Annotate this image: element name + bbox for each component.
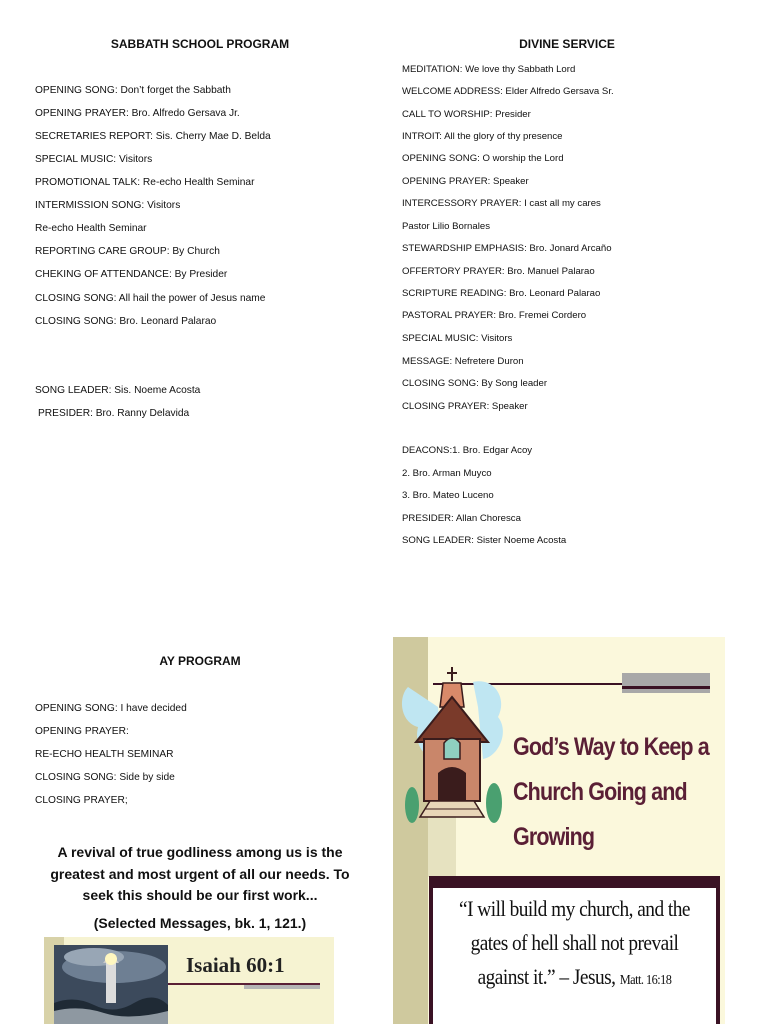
divine-officer: PRESIDER: Allan Choresca [402, 513, 521, 524]
divine-item: CLOSING PRAYER: Speaker [402, 401, 528, 412]
cover-quote-line: gates of hell shall not prevail [470, 930, 679, 955]
sabbath-item: INTERMISSION SONG: Visitors [35, 200, 181, 211]
cover-title-line: God’s Way to Keep a [513, 733, 709, 761]
isaiah-title: Isaiah 60:1 [186, 953, 285, 977]
sabbath-item: PROMOTIONAL TALK: Re-echo Health Seminar [35, 177, 255, 188]
sabbath-school-title: SABBATH SCHOOL PROGRAM [110, 37, 290, 51]
divine-item: STEWARDSHIP EMPHASIS: Bro. Jonard Arcaño [402, 243, 612, 254]
cover-panel [393, 637, 725, 1024]
divine-officer: 3. Bro. Mateo Luceno [402, 490, 494, 501]
lighthouse-icon [54, 945, 168, 1024]
divine-item: OPENING SONG: O worship the Lord [402, 153, 564, 164]
cover-title-line: Growing [513, 823, 595, 851]
divine-item: Pastor Lilio Bornales [402, 221, 490, 232]
divine-officer: DEACONS:1. Bro. Edgar Acoy [402, 445, 533, 456]
divine-item: INTERCESSORY PRAYER: I cast all my cares [402, 198, 601, 209]
cover-quote-box [429, 876, 720, 1024]
cover-quote-line: “I will build my church, and the [459, 896, 690, 921]
ay-program-title: AY PROGRAM [159, 654, 241, 668]
divine-item: CLOSING SONG: By Song leader [402, 378, 548, 389]
isaiah-card [44, 937, 334, 1024]
sabbath-item: CHEKING OF ATTENDANCE: By Presider [35, 269, 228, 280]
cover-quote-line-last [450, 964, 699, 990]
revival-quote-line: seek this should be our first work... [82, 887, 318, 903]
sabbath-presider: PRESIDER: Bro. Ranny Delavida [38, 408, 190, 419]
sabbath-item: OPENING SONG: Don’t forget the Sabbath [35, 85, 231, 96]
sabbath-item: SECRETARIES REPORT: Sis. Cherry Mae D. Belda [35, 131, 271, 142]
divine-item: OFFERTORY PRAYER: Bro. Manuel Palarao [402, 266, 595, 277]
sabbath-item: OPENING PRAYER: Bro. Alfredo Gersava Jr. [35, 108, 240, 119]
ay-item: CLOSING PRAYER; [35, 795, 128, 806]
divine-item: INTROIT: All the glory of thy presence [402, 131, 563, 142]
divine-item: MESSAGE: Nefretere Duron [402, 356, 524, 367]
ay-item: CLOSING SONG: Side by side [35, 772, 175, 783]
ay-item: OPENING SONG: I have decided [35, 703, 187, 714]
cover-quote-reference: Matt. 16:18 [619, 973, 672, 988]
sabbath-item: REPORTING CARE GROUP: By Church [35, 246, 220, 257]
divine-item: PASTORAL PRAYER: Bro. Fremei Cordero [402, 310, 587, 321]
divine-officer: 2. Bro. Arman Muyco [402, 468, 492, 479]
cover-title-line: Church Going and [513, 778, 687, 806]
divine-item: SPECIAL MUSIC: Visitors [402, 333, 513, 344]
cover-gray-bar [622, 673, 710, 693]
revival-quote-line: A revival of true godliness among us is the [57, 844, 343, 860]
divine-item: OPENING PRAYER: Speaker [402, 176, 529, 187]
revival-quote-line: greatest and most urgent of all our needs. To [50, 865, 350, 882]
divine-officer: SONG LEADER: Sister Noeme Acosta [402, 535, 567, 546]
divine-item: MEDITATION: We love thy Sabbath Lord [402, 64, 576, 75]
revival-citation: (Selected Messages, bk. 1, 121.) [93, 915, 307, 931]
sabbath-item: SPECIAL MUSIC: Visitors [35, 154, 153, 165]
sabbath-item: CLOSING SONG: Bro. Leonard Palarao [35, 316, 217, 327]
revival-quote [30, 842, 370, 907]
sabbath-item: CLOSING SONG: All hail the power of Jesus name [35, 293, 266, 304]
isaiah-bar [244, 985, 320, 989]
ay-item: RE-ECHO HEALTH SEMINAR [35, 749, 174, 760]
cover-quote-text: against it.” – Jesus, [477, 964, 616, 989]
divine-item: CALL TO WORSHIP: Presider [402, 109, 531, 120]
divine-item: WELCOME ADDRESS: Elder Alfredo Gersava Sr. [402, 86, 614, 97]
divine-item: SCRIPTURE READING: Bro. Leonard Palarao [402, 288, 601, 299]
sabbath-song-leader: SONG LEADER: Sis. Noeme Acosta [35, 385, 201, 396]
divine-service-title: DIVINE SERVICE [519, 37, 615, 51]
church-icon [398, 667, 513, 837]
cover-top-rule-2 [622, 686, 710, 689]
ay-item: OPENING PRAYER: [35, 726, 129, 737]
sabbath-item: Re-echo Health Seminar [35, 223, 147, 234]
